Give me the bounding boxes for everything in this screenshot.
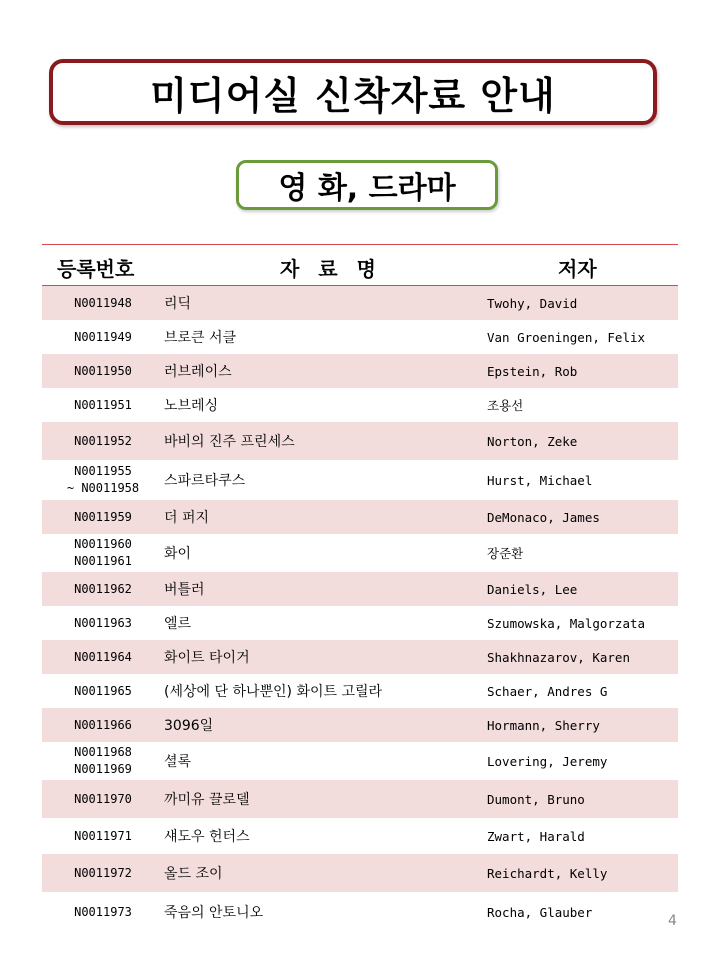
registration-number-line: N0011971: [74, 828, 132, 843]
item-author: Dumont, Bruno: [487, 791, 585, 807]
registration-number-line: N0011951: [74, 397, 132, 412]
item-title: 엘르: [164, 616, 192, 632]
header-author: 저자: [558, 257, 597, 281]
item-title: 3096일: [164, 718, 214, 734]
registration-number-line: N0011972: [74, 865, 132, 880]
registration-number-line: N0011973: [74, 904, 132, 919]
registration-number: [42, 904, 164, 921]
table-row: [42, 640, 678, 674]
table-row: [42, 780, 678, 818]
registration-number-line: N0011950: [74, 363, 132, 378]
registration-number: [42, 865, 164, 882]
item-title: (세상에 단 하나뿐인) 화이트 고릴라: [164, 684, 383, 700]
table-row: [42, 460, 678, 500]
registration-number: [42, 295, 164, 312]
table-row: [42, 854, 678, 892]
registration-number: [42, 536, 164, 570]
registration-number: [42, 744, 164, 778]
registration-number: [42, 329, 164, 346]
item-title: 스파르타쿠스: [164, 473, 246, 489]
table-row: [42, 572, 678, 606]
table-row: [42, 818, 678, 854]
header-code: 등록번호: [57, 257, 135, 281]
item-author: Schaer, Andres G: [487, 683, 608, 699]
registration-number-line: N0011969: [74, 762, 132, 776]
item-title: 러브레이스: [164, 364, 232, 380]
item-title: 올드 조이: [164, 866, 223, 882]
item-title: 죽음의 안토니오: [164, 905, 264, 921]
header-title: 자 료 명: [280, 257, 382, 281]
registration-number-line: N0011962: [74, 581, 132, 596]
registration-number: [42, 828, 164, 845]
item-author: Rocha, Glauber: [487, 904, 593, 920]
registration-number: [42, 509, 164, 526]
registration-number: [42, 791, 164, 808]
table-body: [42, 286, 678, 932]
item-author: Epstein, Rob: [487, 363, 578, 379]
table-row: [42, 742, 678, 780]
registration-number: [42, 363, 164, 380]
registration-number-line: N0011964: [74, 649, 132, 664]
item-author: 장준환: [487, 546, 524, 561]
registration-number-line: N0011955: [74, 464, 132, 478]
registration-number-line: N0011961: [74, 554, 132, 568]
registration-number: [42, 615, 164, 632]
item-title: 노브레싱: [164, 398, 219, 414]
registration-number-line: N0011968: [74, 745, 132, 759]
registration-number: [42, 717, 164, 734]
item-title: 리딕: [164, 296, 192, 312]
registration-number-line: N0011960: [74, 537, 132, 551]
registration-number-line: N0011965: [74, 683, 132, 698]
item-author: Twohy, David: [487, 295, 578, 311]
table-row: [42, 708, 678, 742]
item-title: 셜록: [164, 754, 192, 770]
title-box: [49, 59, 657, 125]
registration-number-line: N0011959: [74, 509, 132, 524]
table-row: [42, 606, 678, 640]
table-row: [42, 500, 678, 534]
item-author: Szumowska, Malgorzata: [487, 615, 646, 631]
item-author: DeMonaco, James: [487, 509, 600, 525]
table-row: [42, 534, 678, 572]
category-title: 영 화, 드라마: [278, 171, 456, 206]
item-title: 까미유 끌로델: [164, 792, 250, 808]
item-title: 더 퍼지: [164, 510, 210, 526]
registration-number-line: N0011949: [74, 329, 132, 344]
item-author: Zwart, Harald: [487, 828, 585, 844]
table-row: [42, 320, 678, 354]
item-author: Van Groeningen, Felix: [487, 329, 646, 345]
item-title: 화이트 타이거: [164, 650, 250, 666]
table-row: [42, 354, 678, 388]
page-number: 4: [668, 913, 677, 929]
registration-number: [42, 463, 164, 497]
table-row: [42, 892, 678, 932]
item-title: 버틀러: [164, 582, 205, 598]
item-title: 바비의 진주 프린세스: [164, 434, 295, 450]
registration-number-line: N0011963: [74, 615, 132, 630]
item-author: Hormann, Sherry: [487, 717, 600, 733]
table-row: [42, 286, 678, 320]
item-author: Reichardt, Kelly: [487, 865, 608, 881]
registration-number-line: N0011952: [74, 433, 132, 448]
table-row: [42, 674, 678, 708]
item-title: 화이: [164, 546, 192, 562]
table-row: [42, 388, 678, 422]
subtitle-box: [236, 160, 498, 210]
table-header: [42, 244, 678, 286]
item-author: 조용선: [487, 398, 524, 413]
registration-number: [42, 397, 164, 414]
registration-number-line: ~ N0011958: [66, 481, 140, 495]
registration-number: [42, 433, 164, 450]
item-author: Shakhnazarov, Karen: [487, 649, 630, 665]
table-row: [42, 422, 678, 460]
registration-number: [42, 683, 164, 700]
item-title: 섀도우 헌터스: [164, 829, 250, 845]
catalog-table: [42, 244, 678, 932]
registration-number: [42, 581, 164, 598]
item-author: Norton, Zeke: [487, 433, 578, 449]
registration-number: [42, 649, 164, 666]
item-author: Lovering, Jeremy: [487, 753, 608, 769]
item-title: 브로큰 서클: [164, 330, 237, 346]
registration-number-line: N0011970: [74, 791, 132, 806]
item-author: Hurst, Michael: [487, 472, 593, 488]
registration-number-line: N0011948: [74, 295, 132, 310]
registration-number-line: N0011966: [74, 717, 132, 732]
item-author: Daniels, Lee: [487, 581, 578, 597]
page-title: 미디어실 신착자료 안내: [150, 73, 556, 118]
